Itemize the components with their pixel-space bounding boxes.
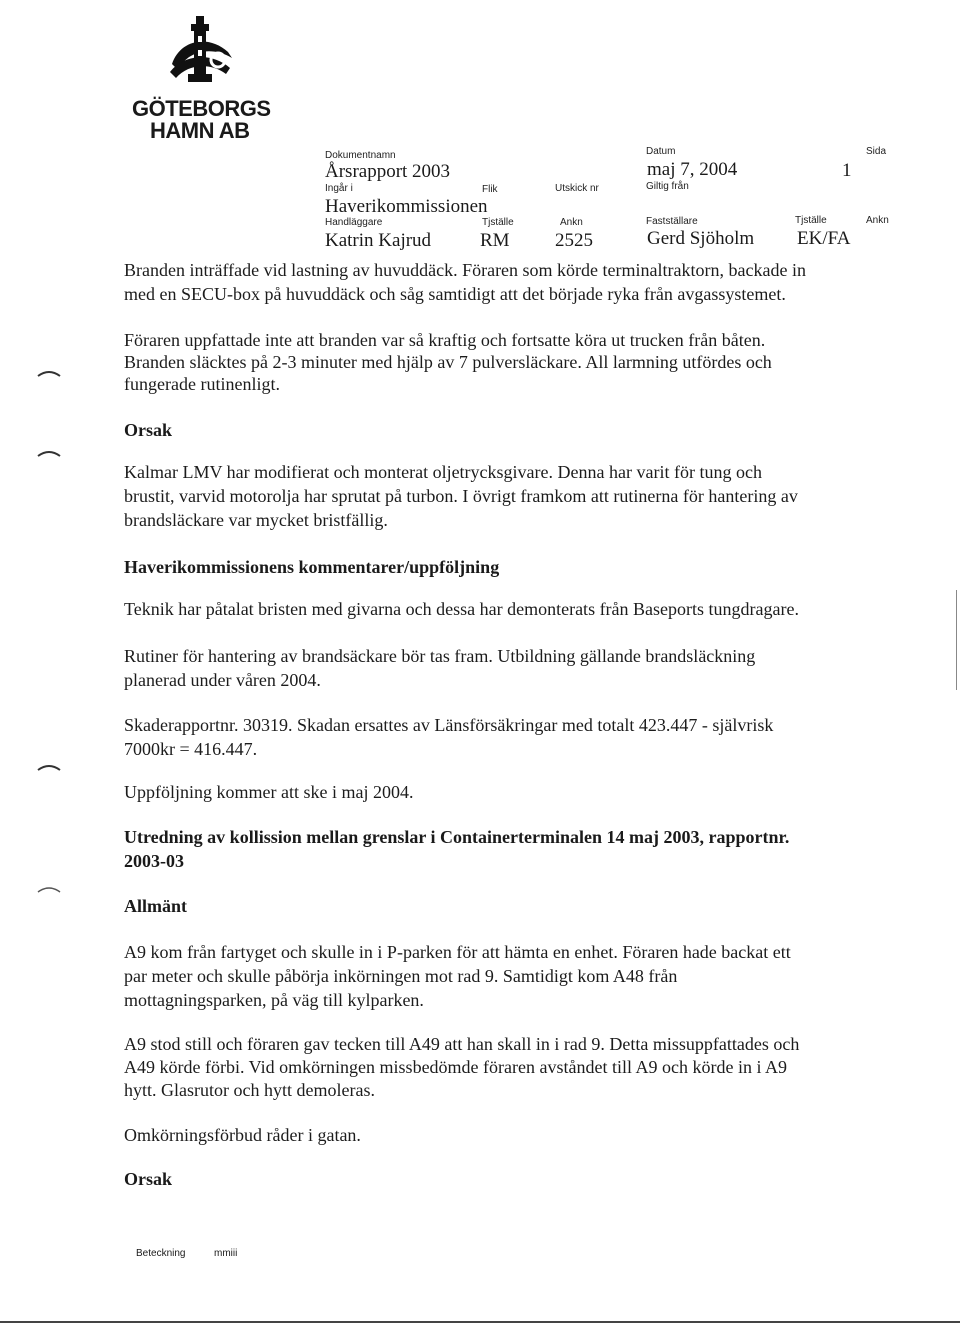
datum-value: maj 7, 2004 xyxy=(647,159,738,180)
paragraph-9-line-1: A9 stod still och föraren gav tecken till A49 att han skall in i rad 9. Detta missuppfattades och xyxy=(124,1034,800,1054)
paragraph-9-line-2: A49 körde förbi. Vid omkörningen missbedömde föraren avståndet till A9 och körde in i A9 xyxy=(124,1057,787,1077)
utskick-label: Utskick nr xyxy=(555,183,599,194)
tjstalle2-value: EK/FA xyxy=(797,228,851,249)
margin-mark xyxy=(36,884,62,894)
faststallare-label: Fastställare xyxy=(646,216,698,227)
paragraph-7: Uppföljning kommer att ske i maj 2004. xyxy=(124,782,414,802)
datum-label: Datum xyxy=(646,146,676,157)
paragraph-5-line-1: Rutiner för hantering av brandsäckare bör tas fram. Utbildning gällande brandsläckning xyxy=(124,646,756,666)
paragraph-8-line-2: par meter och skulle påbörja inkörningen mot rad 9. Samtidigt kom A48 från xyxy=(124,966,678,986)
faststallare-value: Gerd Sjöholm xyxy=(647,228,755,249)
paragraph-6-line-1: Skaderapportnr. 30319. Skadan ersattes av Länsförsäkringar med totalt 423.447 - självrisk xyxy=(124,715,774,735)
paragraph-9-line-3: hytt. Glasrutor och hytt demoleras. xyxy=(124,1080,375,1100)
paragraph-3-line-3: brandsläckare var mycket bristfällig. xyxy=(124,510,388,530)
handlaggare-value: Katrin Kajrud xyxy=(325,230,432,251)
tjstalle2-label: Tjställe xyxy=(795,215,827,226)
paragraph-1-line-1: Branden inträffade vid lastning av huvuddäck. Föraren som körde terminaltraktorn, backade in xyxy=(124,260,806,280)
paragraph-10: Omkörningsförbud råder i gatan. xyxy=(124,1125,361,1145)
beteckning-value: mmiii xyxy=(214,1248,238,1259)
paragraph-1-line-2: med en SECU-box på huvuddäck och såg samtidigt att det började ryka från avgassystemet. xyxy=(124,284,786,304)
dokumentnamn-label: Dokumentnamn xyxy=(325,150,396,161)
heading-orsak-2: Orsak xyxy=(124,1169,173,1189)
ingar-value: Haverikommissionen xyxy=(325,196,488,217)
paragraph-5-line-2: planerad under våren 2004. xyxy=(124,670,321,690)
handlaggare-label: Handläggare xyxy=(325,217,383,228)
paragraph-2-line-1: Föraren uppfattade inte att branden var så kraftig och fortsatte köra ut trucken från båten. xyxy=(124,330,766,350)
lighthouse-emblem-icon xyxy=(160,12,240,92)
paragraph-8-line-1: A9 kom från fartyget och skulle in i P-parken för att hämta en enhet. Föraren hade backat ett xyxy=(124,942,791,962)
ankn-label: Ankn xyxy=(560,217,583,228)
heading-utredning-line-1: Utredning av kollission mellan grenslar i Containerterminalen 14 maj 2003, rapportnr. xyxy=(124,827,790,847)
heading-orsak-1: Orsak xyxy=(124,420,173,440)
tjstalle-value: RM xyxy=(480,230,510,251)
flik-label: Flik xyxy=(482,184,498,195)
company-name-line1: GÖTEBORGS xyxy=(132,96,271,121)
paragraph-2-line-3: fungerade rutinenligt. xyxy=(124,374,280,394)
paragraph-4: Teknik har påtalat bristen med givarna och dessa har demonterats från Baseports tungdragare. xyxy=(124,599,799,619)
company-logo xyxy=(160,12,240,92)
sida-value: 1 xyxy=(842,160,852,181)
ingar-label: Ingår i xyxy=(325,183,353,194)
ankn2-label: Ankn xyxy=(866,215,889,226)
dokumentnamn-value: Årsrapport 2003 xyxy=(325,161,451,182)
margin-mark xyxy=(36,448,62,458)
ankn-value: 2525 xyxy=(555,230,593,251)
tjstalle-label: Tjställe xyxy=(482,217,514,228)
scan-edge-line xyxy=(956,590,957,690)
margin-mark xyxy=(36,368,62,378)
beteckning-label: Beteckning xyxy=(136,1248,186,1259)
paragraph-3-line-2: brustit, varvid motorolja har sprutat på turbon. I övrigt framkom att rutinerna för hantering av xyxy=(124,486,798,506)
paragraph-3-line-1: Kalmar LMV har modifierat och monterat oljetrycksgivare. Denna har varit för tung och xyxy=(124,462,762,482)
giltig-label: Giltig från xyxy=(646,181,689,192)
heading-kommentarer: Haverikommissionens kommentarer/uppföljning xyxy=(124,557,500,577)
margin-mark xyxy=(36,762,62,772)
scan-bottom-line xyxy=(0,1321,960,1323)
sida-label: Sida xyxy=(866,146,887,157)
heading-allmant: Allmänt xyxy=(124,896,187,916)
paragraph-6-line-2: 7000kr = 416.447. xyxy=(124,739,258,759)
heading-utredning-line-2: 2003-03 xyxy=(124,851,184,871)
paragraph-8-line-3: mottagningsparken, på väg till kylparken. xyxy=(124,990,424,1010)
company-name-line2: HAMN AB xyxy=(150,118,250,143)
paragraph-2-line-2: Branden släcktes på 2-3 minuter med hjälp av 7 pulversläckare. All larmning utfördes och xyxy=(124,352,772,372)
